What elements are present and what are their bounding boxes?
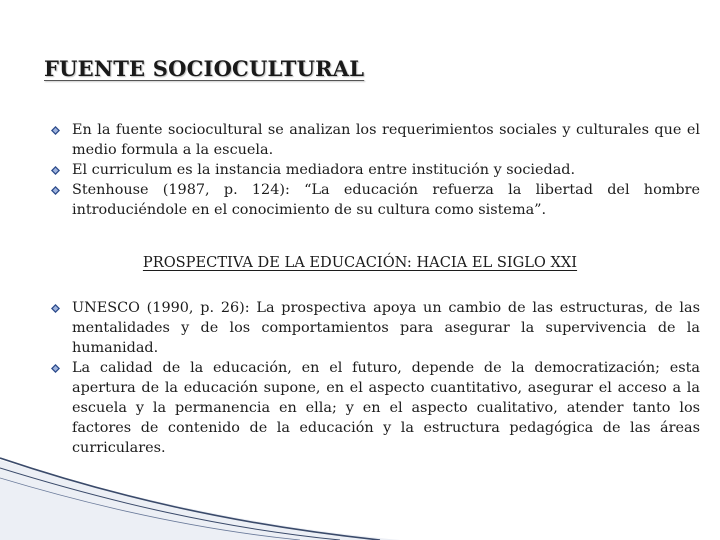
bullet-list-2	[48, 298, 700, 458]
list-item	[48, 180, 700, 220]
bullet-text: UNESCO (1990, p. 26): La prospectiva apoya un cambio de las estructuras, de las mentalidades y de los comportamientos para asegurar la supervivencia de la humanidad.	[72, 300, 700, 356]
diamond-bullet-icon	[51, 364, 60, 373]
bullet-text: La calidad de la educación, en el futuro, depende de la democratización; esta apertura de la educación supone, en el aspecto cuantitativo, asegurar el acceso a la escuela y la permanencia en ella; y en el aspecto cualitativo, atender tanto los factores de contenido de la educación y la estructura pedagógica de las áreas curriculares.	[72, 360, 700, 456]
diamond-bullet-icon	[51, 186, 60, 195]
bullet-text: En la fuente sociocultural se analizan los requerimientos sociales y culturales que el medio formula a la escuela.	[72, 122, 700, 158]
section-heading: PROSPECTIVA DE LA EDUCACIÓN: HACIA EL SIGLO XXI	[142, 254, 578, 271]
list-item	[48, 298, 700, 358]
decorative-swoosh	[0, 440, 720, 540]
list-item	[48, 120, 700, 160]
list-item	[48, 160, 700, 180]
diamond-bullet-icon	[51, 126, 60, 135]
slide-title: FUENTE SOCIOCULTURAL	[44, 56, 365, 81]
diamond-bullet-icon	[51, 304, 60, 313]
bullet-list-1	[48, 120, 700, 220]
diamond-bullet-icon	[51, 166, 60, 175]
bullet-text: El curriculum es la instancia mediadora entre institución y sociedad.	[72, 162, 576, 178]
bullet-text: Stenhouse (1987, p. 124): “La educación refuerza la libertad del hombre introduciéndole en el conocimiento de su cultura como sistema”.	[72, 182, 700, 218]
